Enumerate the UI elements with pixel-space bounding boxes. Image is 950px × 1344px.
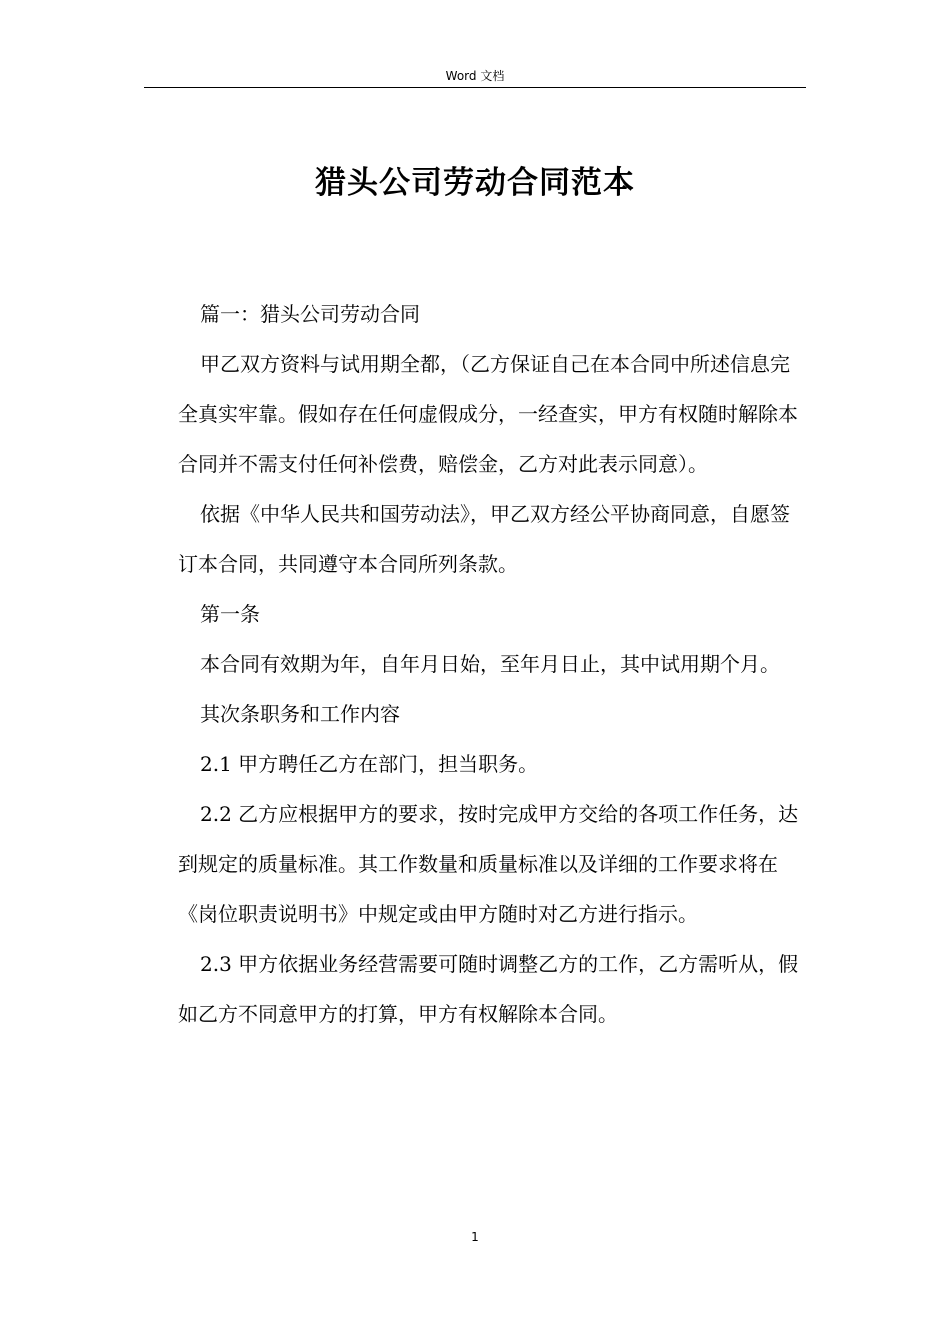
paragraph-preamble: 甲乙双方资料与试用期全都，（乙方保证自己在本合同中所述信息完全真实牢靠。假如存在任何虚假成分，一经查实，甲方有权随时解除本合同并不需支付任何补偿费，赔偿金，乙方对此表示同意）。 bbox=[178, 352, 798, 476]
page-header: Word 文档 bbox=[445, 69, 505, 83]
page-number: 1 bbox=[471, 1230, 479, 1244]
article-heading-2: 其次条职务和工作内容 bbox=[200, 702, 400, 726]
article-heading-1: 第一条 bbox=[200, 602, 260, 626]
paragraph-term: 本合同有效期为年，自年月日始，至年月日止，其中试用期个月。 bbox=[200, 652, 780, 676]
document-title: 猎头公司劳动合同范本 bbox=[315, 165, 635, 201]
clause-2-1: 2.1 甲方聘任乙方在部门，担当职务。 bbox=[200, 752, 539, 776]
document-body bbox=[178, 289, 808, 1039]
clause-2-2: 2.2 乙方应根据甲方的要求，按时完成甲方交给的各项工作任务，达到规定的质量标准。其工作数量和质量标准以及详细的工作要求将在《岗位职责说明书》中规定或由甲方随时对乙方进行指示。 bbox=[178, 802, 799, 926]
clause-2-3: 2.3 甲方依据业务经营需要可随时调整乙方的工作，乙方需听从，假如乙方不同意甲方的打算，甲方有权解除本合同。 bbox=[178, 952, 799, 1026]
header-divider bbox=[144, 87, 806, 88]
section-heading-1: 篇一：猎头公司劳动合同 bbox=[200, 302, 420, 326]
paragraph-legal-basis: 依据《中华人民共和国劳动法》，甲乙双方经公平协商同意，自愿签订本合同，共同遵守本合同所列条款。 bbox=[178, 502, 790, 576]
